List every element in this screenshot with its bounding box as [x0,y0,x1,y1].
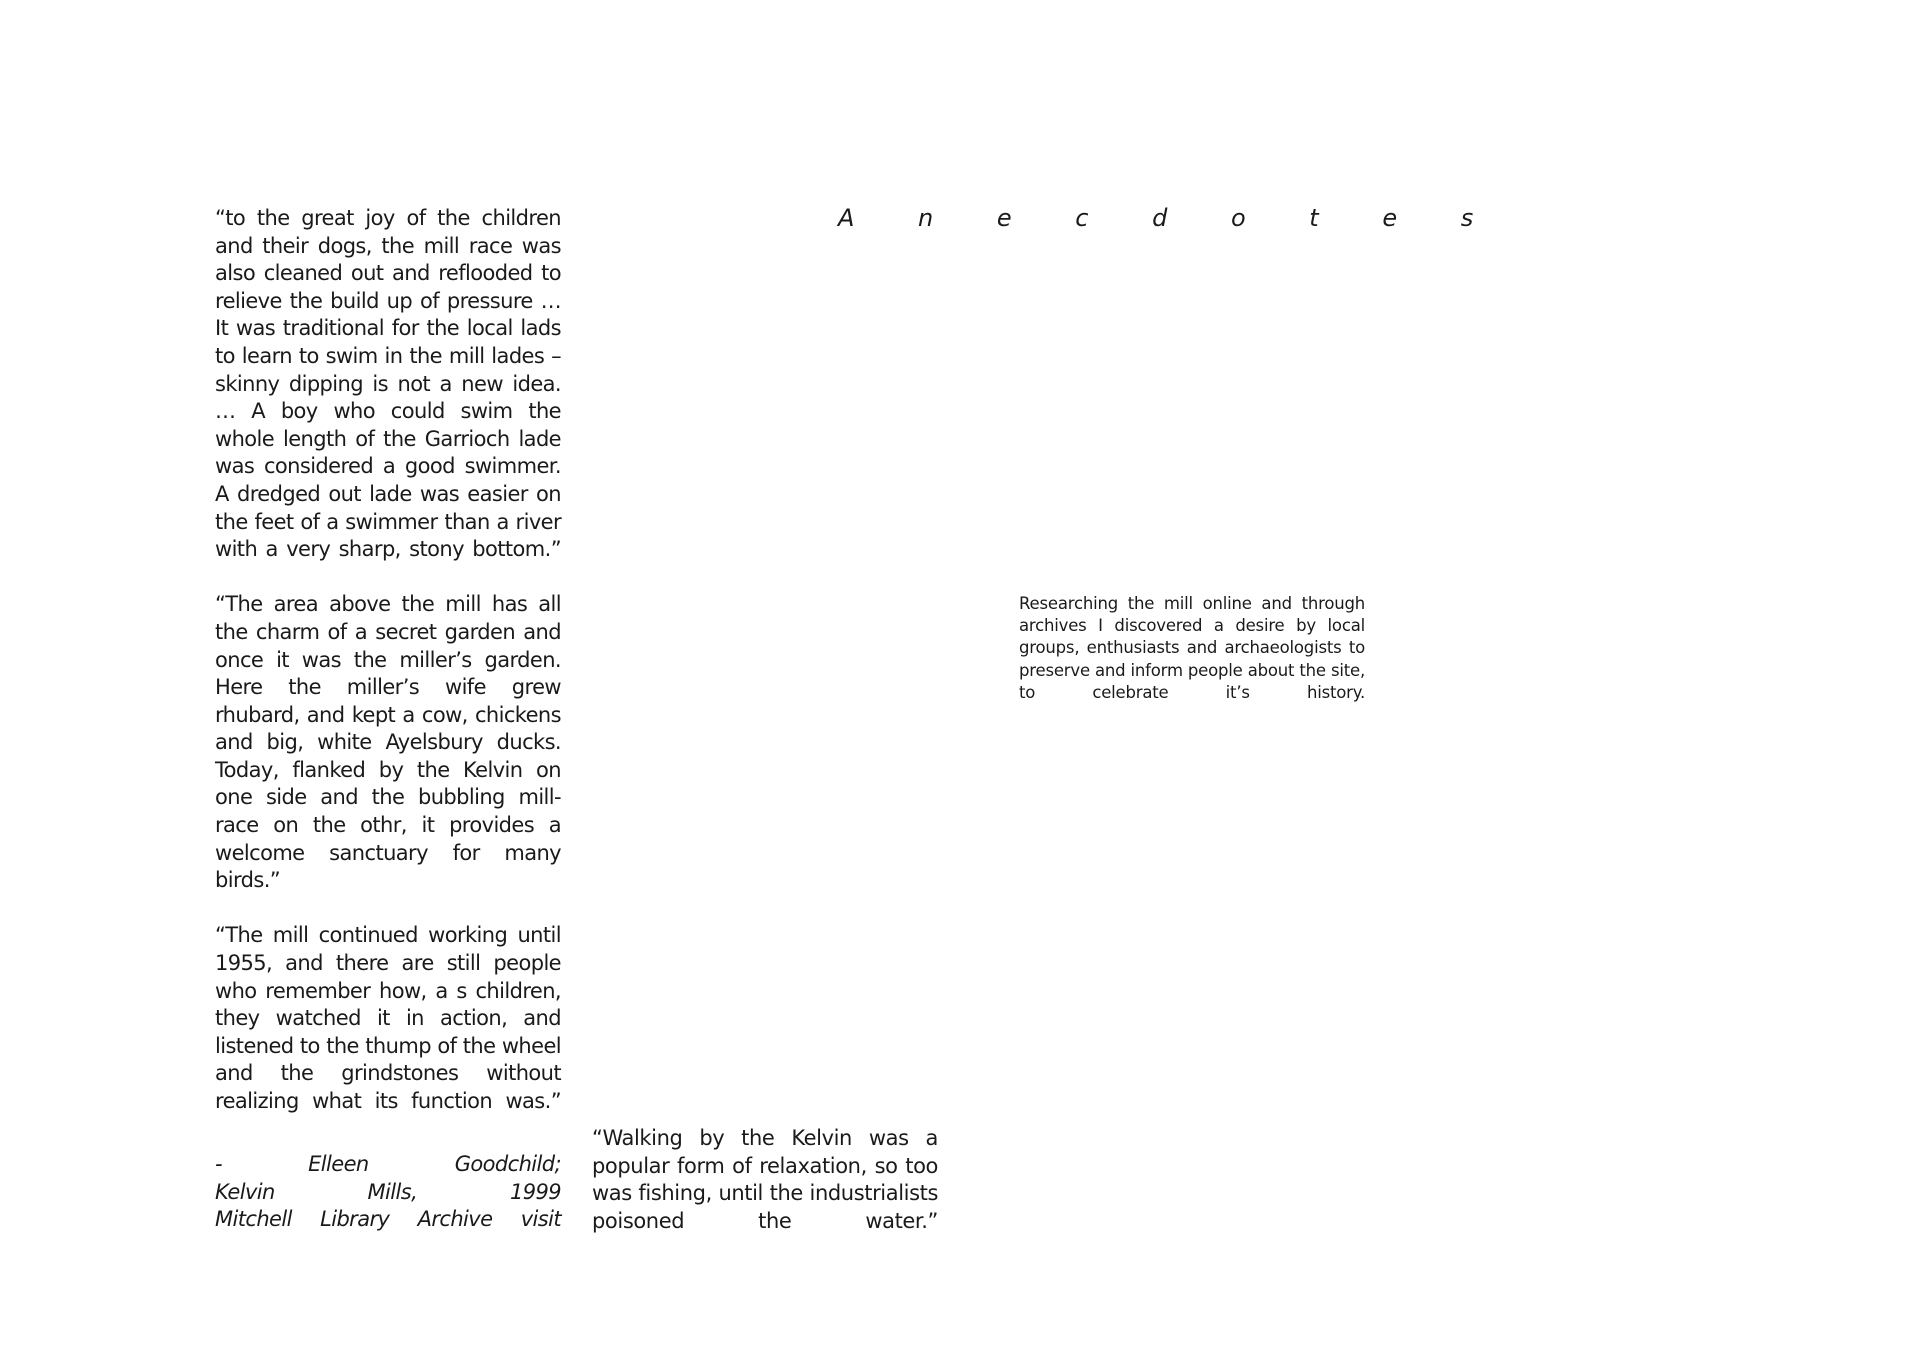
page-title: A n e c d o t e s [838,204,1502,232]
citation-author: - Elleen Goodchild; [215,1152,561,1176]
research-note-text: Researching the mill online and through archives I discovered a desire by local groups, enthusiasts and archaeologists to preserve and inform people about the site, to celebrate it’s history. [1019,594,1365,702]
quote-mill-race: “to the great joy of the children and their dogs, the mill race was also cleaned out and reflooded to relieve the build up of pressure … It was traditional for the local lads to learn to swim in the mill lades – skinny dipping is not a new idea. … A boy who could swim the whole length of the Garrioch lade was considered a good swimmer. A dredged out lade was easier on the feet of a swimmer than a river with a very sharp, stony bottom.” [215,206,561,562]
quote-secret-garden: “The area above the mill has all the charm of a secret garden and once it was the miller’s garden. Here the miller’s wife grew rhubard, and kept a cow, chickens and big, white Ayelsbury ducks. Today, flanked by the Kelvin on one side and the bubbling mill-race on the othr, it provides a welcome sanctuary for many birds.” [215,592,561,893]
citation [215,1151,561,1234]
quote-walking-kelvin: “Walking by the Kelvin was a popular form of relaxation, so too was fishing, until the industrialists poisoned the water.” [592,1126,938,1233]
citation-work: Kelvin Mills, 1999 [215,1179,561,1204]
citation-source: Mitchell Library Archive visit [215,1207,561,1232]
middle-quote-column [592,1125,938,1235]
left-quotes-column [215,205,561,1138]
research-note [1019,593,1365,704]
quote-mill-working: “The mill continued working until 1955, and there are still people who remember how, a s children, they watched it in action, and listened to the thump of the wheel and the grindstones without realizing what its function was.” [215,923,561,1113]
